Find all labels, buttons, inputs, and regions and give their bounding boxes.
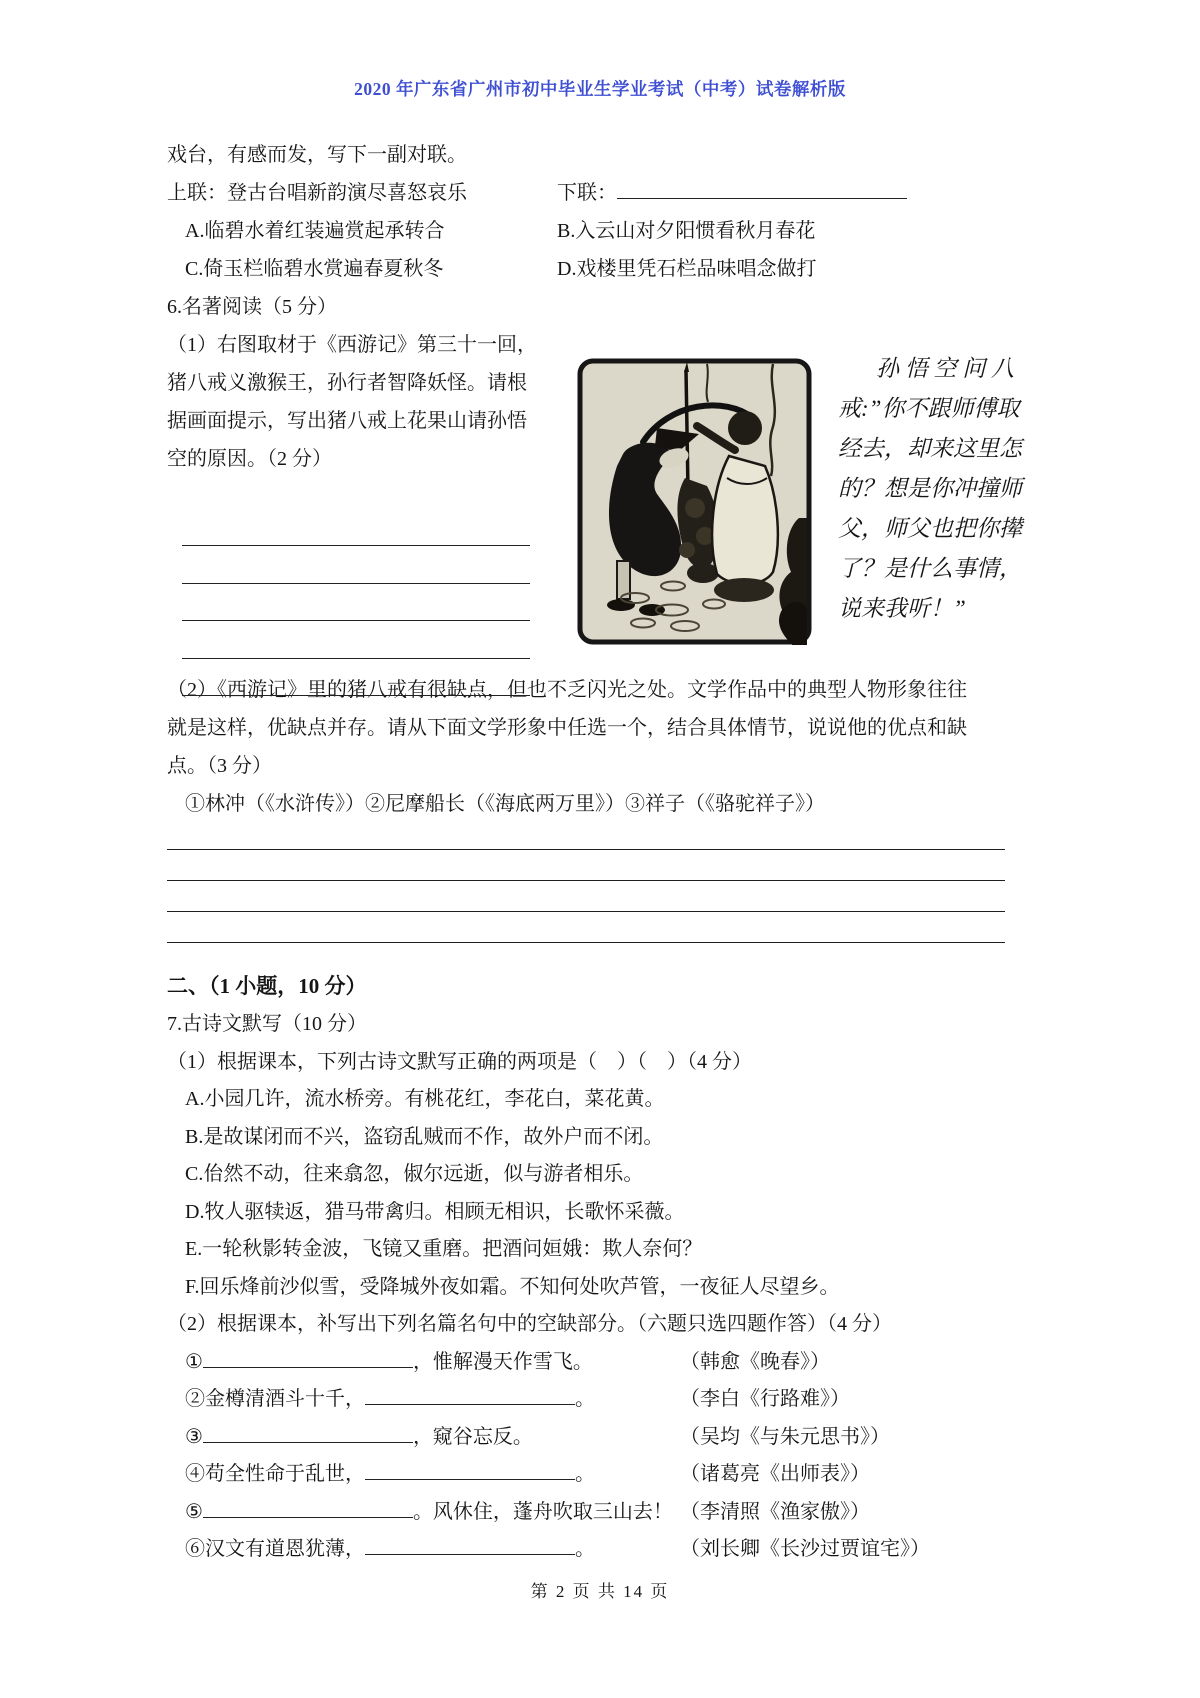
answer-blank-line: [167, 850, 1005, 881]
q6-answer-blanks: [182, 511, 530, 696]
quote-line: 的？想是你冲撞师: [838, 476, 1022, 501]
answer-blank-line: [167, 881, 1005, 912]
fill-in-number: ④: [185, 1463, 205, 1485]
xialian-blank-line: [617, 185, 907, 199]
answer-blank-line: [182, 546, 530, 584]
q6-part2-line: （2）《西游记》里的猪八戒有很缺点，但也不乏闪光之处。文学作品中的典型人物形象往往: [167, 679, 967, 701]
fill-in-source: （刘长卿《长沙过贾谊宅》）: [680, 1538, 930, 1560]
document-title: 2020 年广东省广州市初中毕业生学业考试（中考）试卷解析版: [354, 79, 846, 99]
fill-in-pre-text: 苟全性命于乱世，: [205, 1463, 365, 1485]
fill-in-row: [167, 1494, 1030, 1532]
fill-in-row: [167, 1456, 1030, 1494]
q7-title: 7.古诗文默写（10 分）: [167, 1013, 367, 1035]
fill-in-sentence: [185, 1344, 680, 1382]
shanglian-text: 上联：登古台唱新韵演尽喜怒哀乐: [167, 182, 467, 204]
q7-option-b: B.是故谋闭而不兴，盗窃乱贼而不作，故外户而不闭。: [185, 1125, 664, 1148]
illustration-caption-quote: [838, 349, 1053, 629]
fill-in-sentence: [185, 1494, 680, 1532]
fill-in-sentence: [185, 1419, 680, 1457]
q7-option-c: C.佁然不动，往来翕忽，俶尔远逝，似与游者相乐。: [185, 1163, 644, 1185]
quote-line: 了？是什么事情，: [838, 556, 1022, 581]
answer-blank-line: [182, 621, 530, 659]
q6-character-choices: ①林冲（《水浒传》）②尼摩船长（《海底两万里》）③祥子（《骆驼祥子》）: [185, 793, 825, 815]
fill-in-number: ⑥: [185, 1538, 205, 1560]
quote-line: 经去，却来这里怎: [838, 436, 1022, 461]
quote-line: 戒:”你不跟师傅取: [838, 396, 1020, 421]
fill-in-pre-text: 汉文有道恩犹薄，: [205, 1538, 365, 1560]
fill-in-pre-text: 金樽清酒斗十千，: [205, 1388, 365, 1410]
fill-in-blank-line: [365, 1541, 575, 1555]
answer-blank-line: [182, 584, 530, 622]
fill-in-post-text: 。: [575, 1463, 595, 1485]
fill-in-row: [167, 1531, 1030, 1569]
page-content: [0, 136, 1200, 1569]
fill-in-source: （韩愈《晚春》）: [680, 1350, 830, 1373]
fill-in-post-text: 。: [575, 1388, 595, 1410]
q7-part2-prompt: （2）根据课本，补写出下列名篇名句中的空缺部分。（六题只选四题作答）（4 分）: [167, 1313, 892, 1335]
fill-in-number: ②: [185, 1388, 205, 1410]
answer-blank-line: [167, 912, 1005, 943]
fill-in-blank-line: [203, 1354, 413, 1368]
q6-part1-text: [167, 326, 565, 696]
answer-blank-line: [167, 823, 1005, 850]
q6-part2-answer-blanks: [167, 823, 1005, 943]
fill-in-blank-line: [365, 1391, 575, 1405]
fill-in-post-text: ，惟解漫天作雪飞。: [412, 1350, 593, 1373]
page-number: 第 2 页 共 14 页: [530, 1582, 670, 1601]
couplet-option-a: A.临碧水着红装遍赏起承转合: [185, 220, 445, 242]
answer-blank-line: [182, 511, 530, 546]
q6-part1-line: 猪八戒义激猴王，孙行者智降妖怪。请根: [167, 372, 527, 394]
couplet-row: [167, 174, 1030, 212]
fill-in-source: （李白《行路难》）: [680, 1388, 850, 1410]
fill-in-sentence: [185, 1531, 680, 1569]
journey-to-the-west-illustration: [577, 358, 812, 645]
quote-line: 父，师父也把你撵: [838, 516, 1022, 541]
fill-in-source: （诸葛亮《出师表》）: [680, 1463, 870, 1485]
fill-in-number: ③: [185, 1425, 203, 1448]
fill-in-post-text: 。: [575, 1538, 595, 1560]
q7-option-e: E.一轮秋影转金波，飞镜又重磨。把酒问姮娥：欺人奈何？: [185, 1238, 703, 1260]
fill-in-row: [167, 1419, 1030, 1457]
couplet-options-row-2: [167, 250, 1030, 288]
couplet-options-row-1: [167, 212, 1030, 250]
q7-option-a: A.小园几许，流水桥旁。有桃花红，李花白，菜花黄。: [185, 1088, 665, 1110]
answer-blank-line: [182, 659, 530, 697]
intro-text: 戏台，有感而发，写下一副对联。: [167, 144, 467, 166]
fill-in-row: [167, 1344, 1030, 1382]
q7-option-d: D.牧人驱犊返，猎马带禽归。相顾无相识，长歌怀采薇。: [185, 1200, 685, 1223]
fill-in-blank-line: [203, 1504, 413, 1518]
couplet-option-c: C.倚玉栏临碧水赏遍春夏秋冬: [185, 258, 444, 280]
quote-line: 孙 悟 空 问 八: [876, 356, 1014, 381]
fill-in-post-text: 。风休住，蓬舟吹取三山去！: [412, 1500, 673, 1523]
quote-line: 说来我听！”: [838, 596, 966, 621]
fill-in-sentence: [185, 1456, 680, 1494]
fill-in-blank-line: [365, 1466, 575, 1480]
fill-in-source: （李清照《渔家傲》）: [680, 1500, 870, 1523]
xialian-group: [557, 174, 907, 212]
xialian-label: 下联：: [557, 182, 617, 204]
couplet-option-b: B.入云山对夕阳惯看秋月春花: [557, 220, 816, 242]
q6-part1-line: 据画面提示，写出猪八戒上花果山请孙悟: [167, 410, 527, 432]
couplet-option-d: D.戏楼里凭石栏品味唱念做打: [557, 258, 817, 280]
fill-in-number: ①: [185, 1350, 203, 1373]
q6-part2-line: 就是这样，优缺点并存。请从下面文学形象中任选一个，结合具体情节，说说他的优点和缺: [167, 717, 967, 739]
q6-part1-line: 空的原因。（2 分）: [167, 448, 332, 470]
q6-part1-line: （1）右图取材于《西游记》第三十一回，: [167, 334, 537, 356]
q6-title: 6.名著阅读（5 分）: [167, 296, 337, 318]
fill-in-row: [167, 1381, 1030, 1419]
q7-part1-prompt: （1）根据课本，下列古诗文默写正确的两项是（ ）（ ）（4 分）: [167, 1050, 752, 1073]
fill-in-sentence: [185, 1381, 680, 1419]
section-2-heading: 二、（1 小题，10 分）: [167, 974, 367, 998]
fill-in-blank-line: [203, 1429, 413, 1443]
q7-option-f: F.回乐烽前沙似雪，受降城外夜如霜。不知何处吹芦管，一夜征人尽望乡。: [185, 1275, 840, 1298]
fill-in-post-text: ，窥谷忘反。: [412, 1425, 533, 1448]
fill-in-source: （吴均《与朱元思书》）: [680, 1425, 890, 1448]
q6-part2-line: 点。（3 分）: [167, 755, 272, 777]
fill-in-number: ⑤: [185, 1500, 203, 1523]
q6-part1-region: [167, 326, 1030, 671]
